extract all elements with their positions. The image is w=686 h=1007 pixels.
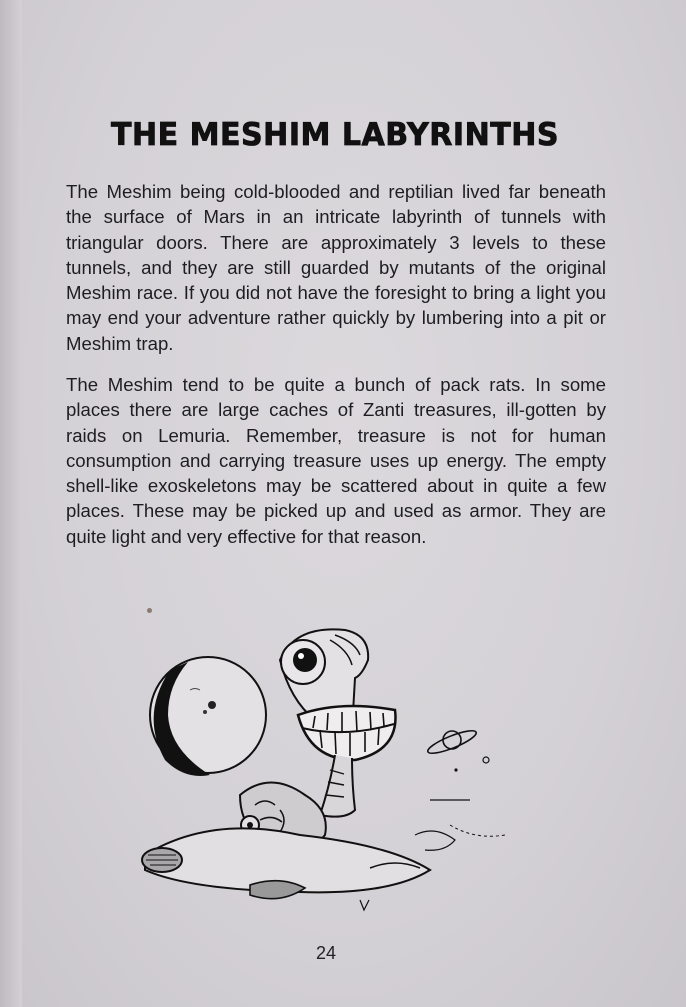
paragraph-1: The Meshim being cold-blooded and reptilian lived far beneath the surface of Mars in an intricate labyrinth of tunnels with triangular doors. There are approximately 3 levels to these tunnels, and they are still guarded by mutants of the original Meshim race. If you did not have the foresight to bring a light you may end your adventure rather quickly by lumbering into a pit or Meshim trap. (66, 181, 606, 354)
paragraph-2: The Meshim tend to be quite a bunch of pack rats. In some places there are large caches of Zanti treasures, ill-gotten by raids on Lemuria. Remember, treasure is not for human consumption and carrying treasure uses up energy. The empty shell-like exoskeletons may be scattered about in quite a few places. These may be picked up and used as armor. They are quite light and very effective for that reason. (66, 374, 606, 547)
moon-drawing (150, 657, 266, 776)
grinning-teeth-drawing (298, 706, 396, 760)
paper-speck (147, 608, 152, 613)
page-binding-edge (0, 0, 22, 1007)
page-title: THE MESHIM LABYRINTHS (110, 116, 560, 153)
meshim-creature-illustration (130, 620, 530, 920)
page-number: 24 (315, 943, 337, 963)
ringed-planet-drawing (426, 727, 489, 772)
